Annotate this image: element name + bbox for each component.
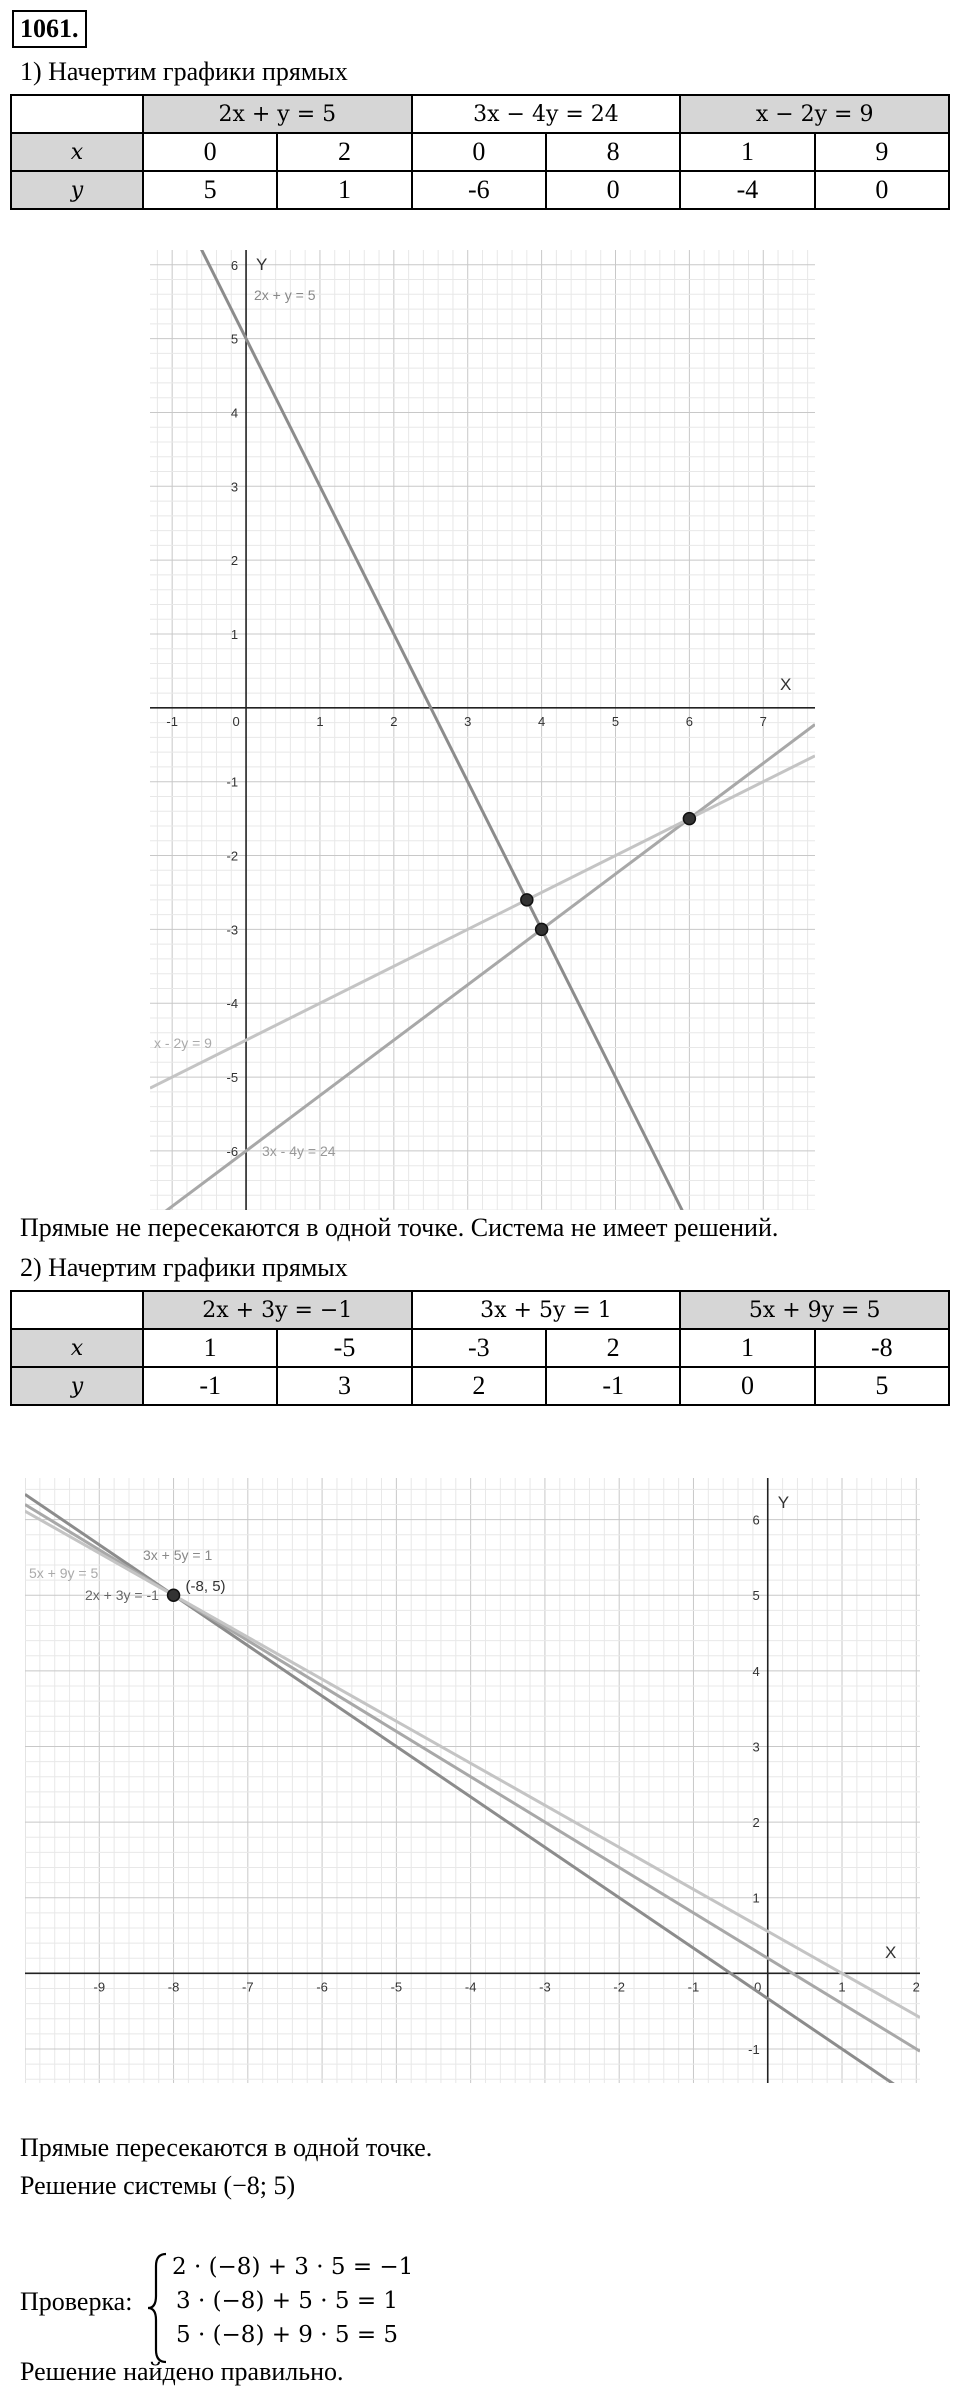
y-tick-label: -3 bbox=[226, 922, 239, 938]
x-tick-label: 3 bbox=[464, 713, 472, 729]
graph-part2 bbox=[25, 1478, 920, 2083]
y-tick-label: 3 bbox=[752, 1739, 760, 1755]
x-tick-label: 0 bbox=[232, 713, 240, 729]
y-axis-label: Y bbox=[777, 1493, 790, 1512]
system-brace-icon bbox=[146, 2252, 170, 2364]
x-tick-label: -2 bbox=[613, 1979, 625, 1995]
table-cell: 0 bbox=[546, 171, 680, 209]
table-cell: 1 bbox=[143, 1329, 277, 1367]
table-cell: 5 bbox=[143, 171, 277, 209]
y-tick-label: -1 bbox=[226, 774, 239, 790]
table-eq-header: 2x + 3y = −1 bbox=[143, 1291, 412, 1329]
series-label: 2x + y = 5 bbox=[254, 287, 316, 303]
y-tick-label: 5 bbox=[752, 1588, 760, 1604]
x-tick-label: -7 bbox=[242, 1979, 254, 1995]
part2-conclusion: Прямые пересекаются в одной точке. bbox=[20, 2133, 433, 2162]
series-line bbox=[25, 1494, 920, 2083]
part2-heading: 2) Начертим графики прямых bbox=[20, 1253, 348, 1282]
x-tick-label: -3 bbox=[539, 1979, 551, 1995]
table-eq-header: x − 2y = 9 bbox=[680, 95, 949, 133]
x-tick-label: 1 bbox=[838, 1979, 846, 1995]
point-label: (-8, 5) bbox=[185, 1578, 226, 1596]
table-cell: 5 bbox=[815, 1367, 949, 1405]
table-cell: 1 bbox=[277, 171, 411, 209]
y-tick-label: -2 bbox=[226, 848, 239, 864]
x-tick-label: 0 bbox=[754, 1979, 762, 1995]
table-eq-header: 3x − 4y = 24 bbox=[412, 95, 681, 133]
series-label: 3x - 4y = 24 bbox=[262, 1143, 336, 1159]
y-tick-label: 5 bbox=[230, 331, 239, 347]
table-cell: 8 bbox=[546, 133, 680, 171]
part2-value-table bbox=[10, 1290, 950, 1406]
x-tick-label: 1 bbox=[316, 713, 324, 729]
x-tick-label: -1 bbox=[687, 1979, 700, 1995]
series-label: 2x + 3y = -1 bbox=[85, 1587, 159, 1603]
table-cell: -5 bbox=[277, 1329, 411, 1367]
y-tick-label: -6 bbox=[226, 1143, 239, 1159]
check-line: 2 · (−8) + 3 · 5 = −1 bbox=[172, 2254, 414, 2280]
x-tick-label: -1 bbox=[166, 713, 178, 729]
x-tick-label: 4 bbox=[537, 713, 546, 729]
x-tick-label: -4 bbox=[464, 1979, 477, 1995]
table-cell: -3 bbox=[412, 1329, 546, 1367]
solution-text: Решение системы (−8; 5) bbox=[20, 2171, 296, 2200]
y-axis-label: Y bbox=[256, 255, 268, 274]
y-tick-label: -1 bbox=[748, 2041, 760, 2057]
part1-conclusion: Прямые не пересекаются в одной точке. Система не имеет решений. bbox=[20, 1213, 779, 1242]
check-label: Проверка: bbox=[20, 2287, 133, 2316]
table-cell: 2 bbox=[412, 1367, 546, 1405]
table-eq-header: 5x + 9y = 5 bbox=[680, 1291, 949, 1329]
y-tick-label: 1 bbox=[230, 627, 239, 642]
intersection-point bbox=[683, 813, 695, 825]
table-corner bbox=[11, 1291, 143, 1329]
table-row-label: y bbox=[11, 1367, 143, 1405]
y-tick-label: -4 bbox=[226, 996, 239, 1012]
y-tick-label: 6 bbox=[752, 1512, 760, 1528]
table-cell: -1 bbox=[143, 1367, 277, 1405]
x-axis-label: X bbox=[780, 675, 792, 694]
series-label: 3x + 5y = 1 bbox=[143, 1547, 213, 1563]
table-row-label: x bbox=[11, 1329, 143, 1367]
table-cell: -6 bbox=[412, 171, 546, 209]
table-eq-header: 3x + 5y = 1 bbox=[412, 1291, 681, 1329]
x-tick-label: -5 bbox=[390, 1979, 403, 1995]
series-line bbox=[25, 1511, 920, 2017]
table-cell: 0 bbox=[143, 133, 277, 171]
table-cell: -4 bbox=[680, 171, 814, 209]
table-row-label: y bbox=[11, 171, 143, 209]
series-label: x - 2y = 9 bbox=[154, 1035, 212, 1051]
x-tick-label: 5 bbox=[611, 713, 620, 729]
part1-heading: 1) Начертим графики прямых bbox=[20, 57, 348, 86]
x-tick-label: -6 bbox=[316, 1979, 328, 1995]
y-tick-label: -5 bbox=[226, 1070, 239, 1086]
table-cell: 0 bbox=[680, 1367, 814, 1405]
check-line: 5 · (−8) + 9 · 5 = 5 bbox=[176, 2322, 399, 2348]
table-cell: 3 bbox=[277, 1367, 411, 1405]
table-row-label: x bbox=[11, 133, 143, 171]
y-tick-label: 2 bbox=[230, 553, 239, 569]
table-cell: 0 bbox=[412, 133, 546, 171]
intersection-point bbox=[168, 1589, 180, 1601]
table-cell: 1 bbox=[680, 1329, 814, 1367]
intersection-point bbox=[521, 894, 533, 906]
table-cell: 0 bbox=[815, 171, 949, 209]
y-tick-label: 1 bbox=[752, 1890, 760, 1906]
x-tick-label: -9 bbox=[93, 1979, 106, 1995]
x-tick-label: 2 bbox=[912, 1979, 920, 1995]
x-tick-label: 7 bbox=[759, 713, 767, 729]
part1-value-table bbox=[10, 94, 950, 210]
graph-part1 bbox=[150, 250, 815, 1210]
table-eq-header: 2x + y = 5 bbox=[143, 95, 412, 133]
x-tick-label: 2 bbox=[390, 713, 398, 729]
x-axis-label: X bbox=[885, 1943, 897, 1962]
final-text: Решение найдено правильно. bbox=[20, 2357, 344, 2386]
table-cell: 2 bbox=[277, 133, 411, 171]
y-tick-label: 2 bbox=[752, 1815, 760, 1831]
check-line: 3 · (−8) + 5 · 5 = 1 bbox=[176, 2288, 399, 2314]
table-cell: 2 bbox=[546, 1329, 680, 1367]
y-tick-label: 3 bbox=[230, 479, 239, 495]
x-tick-label: -8 bbox=[167, 1979, 180, 1995]
intersection-point bbox=[536, 923, 548, 935]
y-tick-label: 4 bbox=[230, 405, 239, 421]
table-cell: -8 bbox=[815, 1329, 949, 1367]
series-label: 5x + 9y = 5 bbox=[29, 1565, 99, 1581]
table-cell: 1 bbox=[680, 133, 814, 171]
table-cell: 9 bbox=[815, 133, 949, 171]
problem-number: 1061. bbox=[12, 10, 87, 48]
table-cell: -1 bbox=[546, 1367, 680, 1405]
x-tick-label: 6 bbox=[685, 713, 694, 729]
y-tick-label: 4 bbox=[752, 1663, 760, 1679]
table-corner bbox=[11, 95, 143, 133]
y-tick-label: 6 bbox=[230, 257, 239, 273]
